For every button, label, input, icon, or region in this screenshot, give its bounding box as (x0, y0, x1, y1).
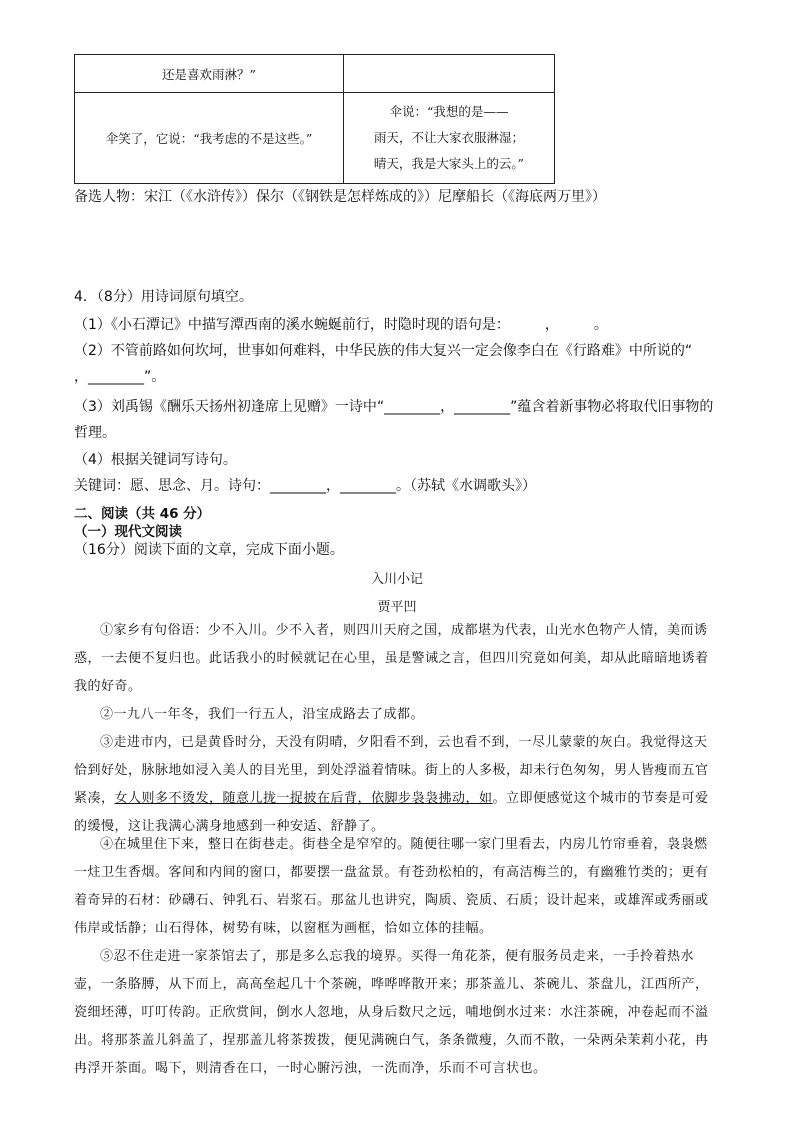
question-4-item-2-cont: ，________”。 (74, 369, 166, 385)
question-4-item-2: （2）不管前路如何坎坷，世事如何难料，中华民族的伟大复兴一定会像李白在《行路难》中所说的“ (74, 343, 693, 359)
subsection-heading: （一）现代文阅读 (74, 524, 182, 540)
question-4-item-3: （3）刘禹锡《酬乐天扬州初逢席上见赠》一诗中“________，________”蕴含着新事物必将取代旧事物的 (74, 399, 714, 415)
dialogue-table (74, 54, 555, 184)
candidate-list: 备选人物：宋江（《水浒传》）保尔（《钢铁是怎样炼成的》）尼摩船长（《海底两万里》） (74, 189, 606, 205)
paragraph-text: ③走进市内，已是黄昏时分，天没有阴晴，夕阳看不到，云也看不到，一尽儿蒙蒙的灰白。我觉得这天恰到好处，脉脉地如浸入美人的目光里，到处浮溢着情味。街上的人多极，却未行色匆匆，男人皆瘦而五官紧凑， (74, 735, 709, 806)
question-4-item-5: 关键词：愿、思念、月。诗句：________，________。（苏轼《水调歌头》） (74, 478, 536, 494)
article-author: 贾平凹 (377, 600, 417, 615)
article-paragraph-3 (74, 729, 720, 841)
article-paragraph-5: ⑤忍不住走进一家茶馆去了，那是多么忘我的境界。买得一角花茶，便有服务员走来，一手拎着热水壶，一条胳膊，从下而上，高高垒起几十个茶碗，哗哗哗散开来；那茶盖儿、茶碗儿、茶盘儿，江西所产，瓷细坯薄，叮叮传韵。正欣赏间，倒水人忽地，从身后数尺之远，哺地倒水过来：水注茶碗，冲卷起而不溢出。将那茶盖儿斜盖了，捏那盖儿将茶拨拨，便见满碗白气，条条微瘦，久而不散，一朵两朵茉莉小花，冉冉浮开茶面。喝下，则清香在口，一时心腑污浊，一洗而净，乐而不可言状也。 (74, 949, 709, 1076)
article-paragraph-2: ②一九八一年冬，我们一行五人，沿宝成路去了成都。 (100, 707, 425, 722)
quote-line: 伞说：“我想的是—— (389, 104, 509, 120)
question-4-item-3-cont: 哲理。 (74, 425, 116, 441)
table-cell-quote (344, 93, 555, 184)
table-cell: 伞笑了，它说：“我考虑的不是这些。” (75, 93, 344, 184)
article-title: 入川小记 (370, 572, 423, 587)
question-4-title: 4．（8分）用诗词原句填空。 (74, 289, 253, 305)
table-cell-empty (344, 55, 555, 93)
article-paragraph-4: ④在城里住下来，整日在街巷走。街巷全是窄窄的。随便往哪一家门里看去，内房儿竹帘垂着，袅袅燃一炷卫生香烟。客间和内间的窗口，都要摆一盘盆景。有苍劲松柏的，有高洁梅兰的，有幽雅竹类的；更有着奇异的石材：砂礴石、钟乳石、岩浆石。那盆儿也讲究，陶质、瓷质、石质；设计起来，或雄浑或秀丽或伟岸或恬静；山石得体，树势有味，以窗框为画框，恰如立体的挂幅。 (74, 837, 709, 936)
question-4-item-4: （4）根据关键词写诗句。 (74, 452, 237, 468)
quote-line: 晴天，我是大家头上的云。” (373, 156, 525, 172)
article-paragraph-1: ①家乡有句俗语：少不入川。少不入者，则四川天府之国，成都堪为代表，山光水色物产人情，美而诱惑，一去便不复归也。此话我小的时候就记在心里，虽是警诫之言，但四川究竟如何美，却从此暗暗地诱着我的好奇。 (74, 623, 709, 694)
paragraph-text: 。立即便感觉这个城市的节奏是可爱的缓慢，这让我满心满身地感到一种安适、舒静了。 (74, 791, 709, 834)
quote-line: 雨天，不让大家衣服淋湿； (373, 130, 524, 146)
section-heading: 二、阅读（共 46 分） (74, 506, 211, 522)
reading-instruction: （16分）阅读下面的文章，完成下面小题。 (74, 542, 344, 558)
table-cell: 还是喜欢雨淋？” (75, 55, 344, 93)
question-4-item-1: （1）《小石潭记》中描写潭西南的溪水蜿蜒前行，时隐时现的语句是： ， 。 (74, 317, 608, 333)
underlined-sentence: 女人则多不烫发，随意儿拢一捉披在后背，依脚步袅袅拂动，如 (114, 791, 493, 806)
